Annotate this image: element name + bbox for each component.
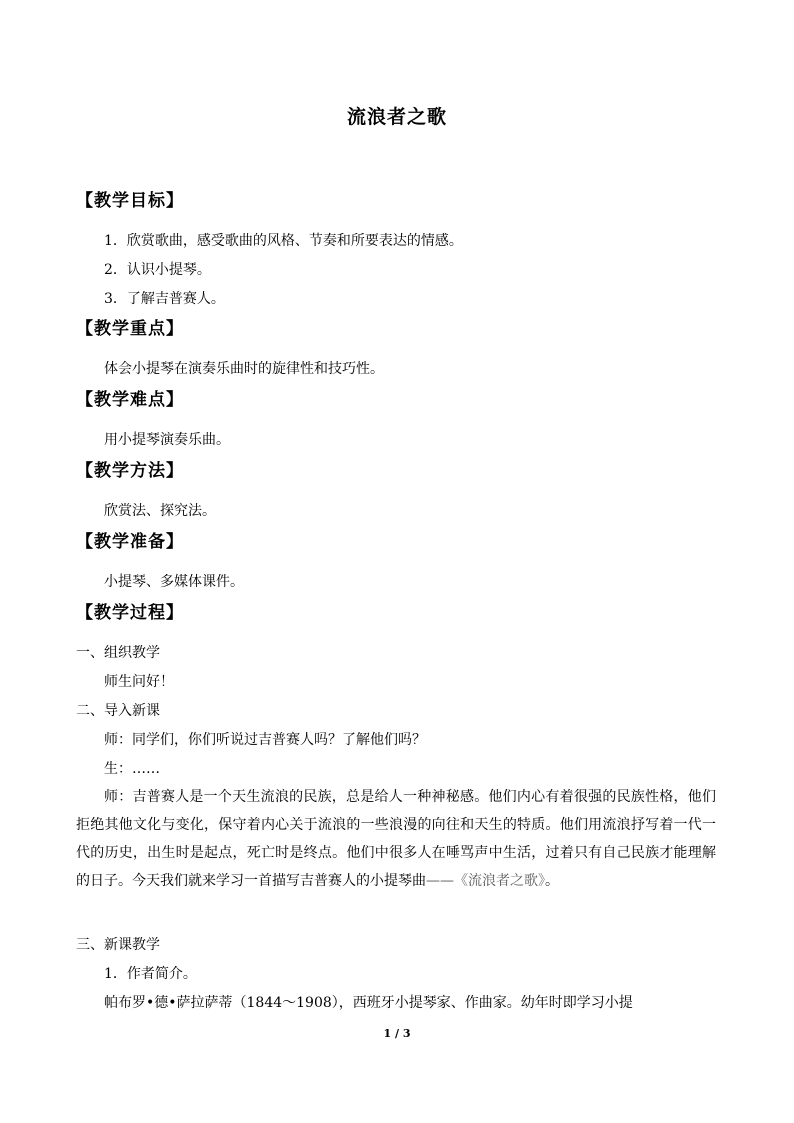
- section-2-title: 二、导入新课: [76, 703, 160, 719]
- section-1-title: 一、组织教学: [76, 645, 160, 661]
- page-number: 1 / 3: [383, 1027, 411, 1040]
- goal-item-3: 3．了解吉普赛人。: [104, 291, 225, 307]
- preparation-text: 小提琴、多媒体课件。: [104, 574, 244, 590]
- goal-item-1: 1．欣赏歌曲，感受歌曲的风格、节奏和所要表达的情感。: [104, 233, 463, 249]
- section-3-title: 三、新课教学: [76, 937, 160, 953]
- difficulties-text: 用小提琴演奏乐曲。: [104, 432, 230, 448]
- goals-heading: 【教学目标】: [76, 191, 184, 211]
- key-points-text: 体会小提琴在演奏乐曲时的旋律性和技巧性。: [104, 361, 384, 377]
- difficulties-heading: 【教学难点】: [76, 390, 184, 410]
- teacher-paragraph: [76, 783, 716, 895]
- book-reference: ——《流浪者之歌》: [426, 873, 545, 889]
- author-intro-text: 帕布罗•德•萨拉萨蒂（1844～1908），西班牙小提琴家、作曲家。幼年时即学习小提: [104, 995, 633, 1011]
- process-heading: 【教学过程】: [76, 603, 184, 623]
- key-points-heading: 【教学重点】: [76, 319, 184, 339]
- teacher-paragraph-text: 师：吉普赛人是一个天生流浪的民族，总是给人一种神秘感。他们内心有着很强的民族性格，他们拒绝其他文化与变化，保守着内心关于流浪的一些浪漫的向往和天生的特质。他们用流浪抒写着一代一代的历史，出生时是起点，死亡时是终点。他们中很多人在唾骂声中生活，过着只有自己民族才能理解的日子。今天我们就来学习一首描写吉普赛人的小提琴曲: [76, 789, 716, 889]
- preparation-heading: 【教学准备】: [76, 532, 184, 552]
- document-title: 流浪者之歌: [346, 106, 447, 128]
- teacher-question: 师：同学们，你们听说过吉普赛人吗？了解他们吗？: [104, 732, 426, 748]
- author-intro-heading: 1．作者简介。: [104, 966, 197, 982]
- goal-item-2: 2．认识小提琴。: [104, 262, 211, 278]
- section-1-text: 师生问好！: [104, 674, 174, 690]
- methods-text: 欣赏法、探究法。: [104, 503, 216, 519]
- paragraph-end-mark: 。: [545, 873, 559, 889]
- methods-heading: 【教学方法】: [76, 461, 184, 481]
- student-reply: 生：……: [104, 761, 160, 777]
